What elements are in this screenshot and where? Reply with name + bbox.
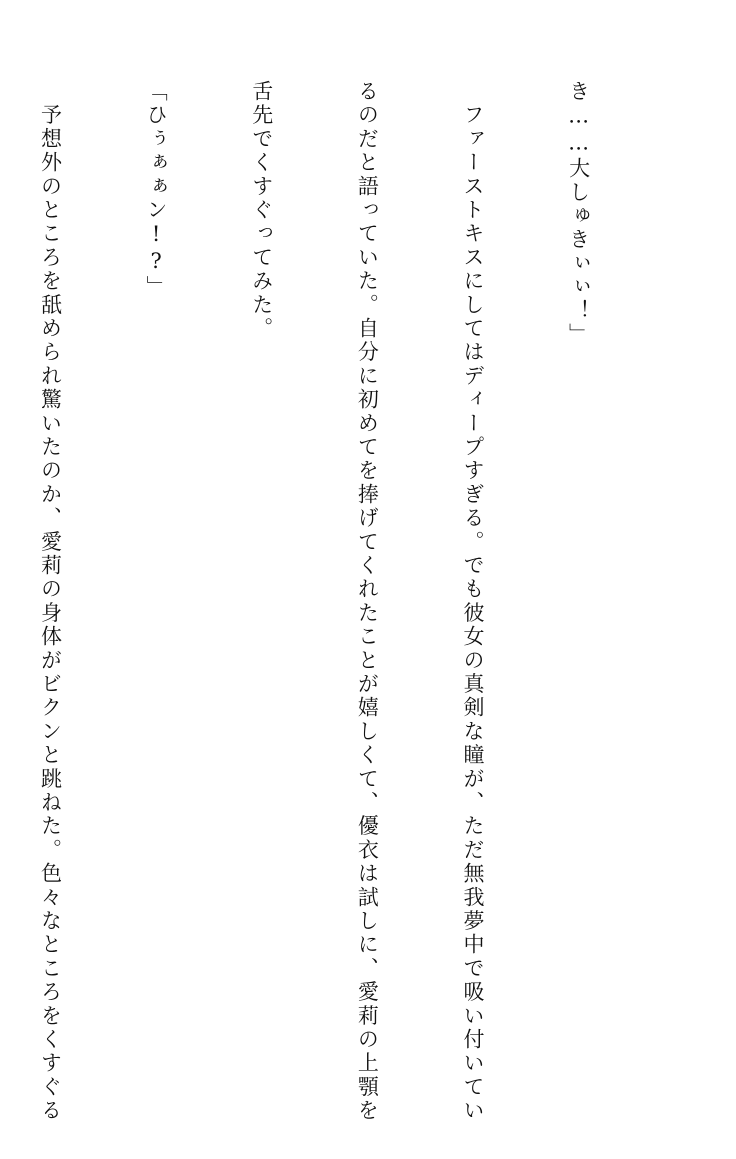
text-line: 予想外のところを舐められ驚いたのか、愛莉の身体がビクンと跳ねた。色々なところをくすぐる xyxy=(38,80,63,1123)
text-line: ファーストキスにしてはディープすぎる。でも彼女の真剣な瞳が、ただ無我夢中で吸い付いてい xyxy=(460,80,485,1123)
text-line: るのだと語っていた。自分に初めてを捧げてくれたことが嬉しくて、優衣は試しに、愛莉の上顎を xyxy=(355,80,380,1123)
text-line: き……大しゅきぃぃ！」 xyxy=(566,80,591,347)
text-line: 舌先でくすぐってみた。 xyxy=(249,80,274,341)
text-line: 「ひぅぁぁン!?」 xyxy=(144,80,169,300)
vertical-text-body xyxy=(38,80,666,1123)
